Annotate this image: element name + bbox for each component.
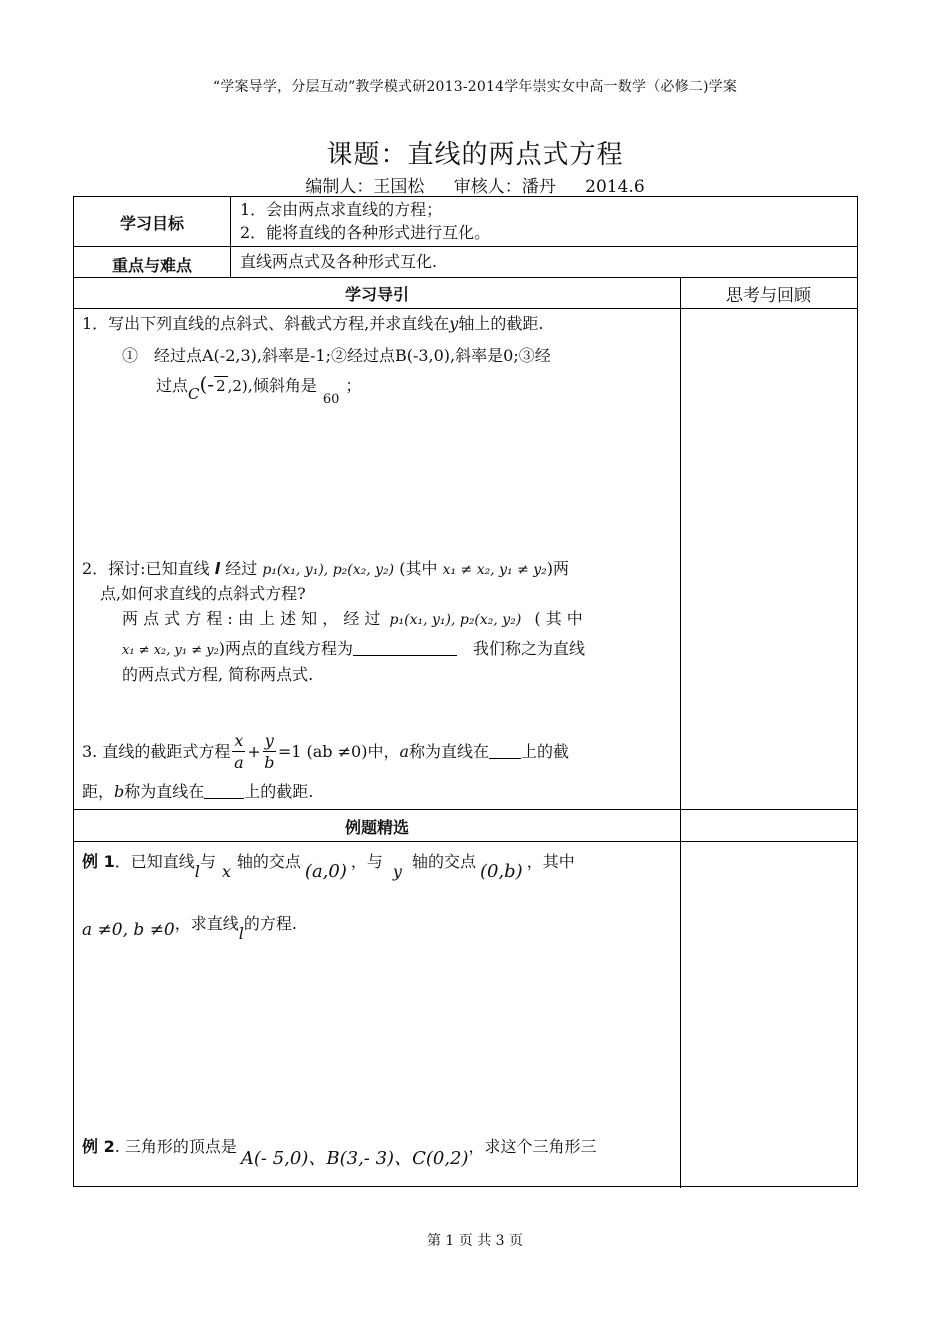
intercept-equation: =1 (ab ≠0) [277,742,368,761]
date: 2014.6 [585,177,645,197]
example-1-text-h: 的方程. [243,914,297,933]
row-divider [74,277,857,278]
q2-pass: 经过 [225,559,258,578]
question-2-line3 [122,607,583,632]
page-footer: 第 1 页 共 3 页 [426,1233,524,1249]
frac-num-y: y [264,731,274,750]
goals-label: 学习目标 [119,214,184,233]
example-1-condition: a ≠0, b ≠0 [82,920,175,940]
point-a-0: (a,0) [304,861,347,882]
question-2-line2: 点,如何求直线的点斜式方程? [100,584,306,603]
sqrt-value: 2 [216,377,226,395]
question-3-line2 [82,780,313,804]
points-p1-p2: p₁(x₁, y₁), p₂(x₂, y₂) [262,562,395,578]
question-1 [82,312,543,336]
example-2-label: 例 2 [82,1137,115,1156]
condition-repeat: x₁ ≠ x₂, y₁ ≠ y₂ [122,643,219,658]
example-1-text-d: ，与 [350,852,383,871]
question-3 [82,727,569,777]
example-1-text-c: 轴的交点 [236,852,301,871]
keypoints-text: 直线两点式及各种形式互化. [240,252,438,271]
example-1-label: 例 1 [82,852,115,871]
author: 编制人：王国松 [305,177,425,197]
question-1-items [122,344,551,368]
example-1-text-f: ，其中 [526,852,575,871]
var-y: y [392,862,402,881]
frac-den-a: a [234,753,244,772]
goal-item-1: 1．会由两点求直线的方程； [240,200,443,219]
q3-mid-c: 上的截 [521,742,570,761]
q1-text: 1．写出下列直线的点斜式、斜截式方程,并求直线在 [82,314,450,333]
row-divider [74,308,857,309]
plus-sign: + [247,742,261,761]
q1-text-end: 轴上的截距. [458,314,544,333]
credits-line [0,172,950,197]
reviewer: 审核人：潘丹 [453,177,556,197]
example-1-text-a: ．已知直线 [114,852,195,871]
point-c: C [188,385,200,403]
two-point-cond-open: ( 其 中 [534,609,583,628]
angle-value: 60 [322,392,340,407]
q3-line2-mid: 称为直线在 [124,782,205,801]
question-1-items-line2 [156,372,361,412]
points-p1-p2-repeat: p₁(x₁, y₁), p₂(x₂, y₂) [389,612,522,628]
example-1-text-g: ，求直线 [174,914,239,933]
example-1-text-b: 与 [199,852,216,871]
example-2 [82,1132,597,1174]
var-b: b [114,782,125,801]
point-c-open: (- [199,372,215,396]
var-x: x [221,862,231,881]
question-2-line5: 的两点式方程, 简称两点式. [122,665,314,684]
var-l: l [194,862,200,881]
fraction-y-b [263,731,276,774]
q1-end: ； [345,376,362,395]
example-1 [82,847,672,887]
goal-item-2: 2．能将直线的各种形式进行互化。 [240,223,491,242]
answer-blank-a[interactable] [489,742,521,759]
triangle-vertices: A(- 5,0)、B(3,- 3)、C(0,2) [240,1148,469,1169]
var-y: y [449,314,459,333]
reflection-header: 思考与回顾 [726,286,811,306]
col-divider [230,197,231,277]
q2-cond-close: )两 [546,559,570,578]
fraction-x-a [232,731,245,774]
q3-line2-lead: 距， [82,782,115,801]
example-2-text-a: . 三角形的顶点是 [114,1137,237,1156]
var-a: a [399,742,410,761]
two-point-lead: 两 点 式 方 程 : 由 上 述 知 ， 经 过 [122,609,381,628]
row-divider [74,841,857,842]
q1-point-lead: 过点 [156,376,189,395]
q3-line2-end: 上的截距. [244,782,314,801]
var-l: l [238,924,244,943]
var-l: l [214,559,221,578]
q2-cond-open: (其中 [399,559,438,578]
example-1-text-e: 轴的交点 [411,852,476,871]
angle-text: ,倾斜角是 [247,376,317,395]
frac-num-x: x [234,731,244,750]
examples-header: 例题精选 [344,818,409,837]
example-1-line2 [82,909,297,949]
question-2-line4 [122,637,585,663]
row-divider [74,809,857,810]
q1-items-line1: ① 经过点A(-2,3),斜率是-1;②经过点B(-3,0),斜率是0;③经 [122,346,551,365]
keypoints-label: 重点与难点 [111,256,192,275]
q2-condition: x₁ ≠ x₂, y₁ ≠ y₂ [442,562,547,578]
example-2-text-b: ，求这个三角形三 [468,1137,597,1156]
two-point-eq-lead: )两点的直线方程为 [218,639,354,658]
study-table [73,196,858,1187]
answer-blank[interactable] [353,639,457,656]
question-2 [82,557,569,582]
answer-blank-b[interactable] [204,782,244,799]
guide-header: 学习导引 [344,285,409,304]
point-0-b: (0,b) [479,861,523,882]
q2-lead: 2．探讨:已知直线 [82,559,210,578]
col-divider [680,277,681,1188]
page-header: “学案导学，分层互动”教学模式研2013-2014学年崇实女中高一数学（必修二)学案 [212,79,738,95]
q3-lead: 3. 直线的截距式方程 [82,742,231,761]
q3-mid-b: 称为直线在 [409,742,490,761]
page-title: 课题：直线的两点式方程 [326,140,624,170]
two-point-name: 我们称之为直线 [473,639,586,658]
frac-den-b: b [264,753,275,772]
point-c-close: ,2) [227,377,248,395]
q3-mid: 中， [367,742,400,761]
row-divider [74,246,857,247]
